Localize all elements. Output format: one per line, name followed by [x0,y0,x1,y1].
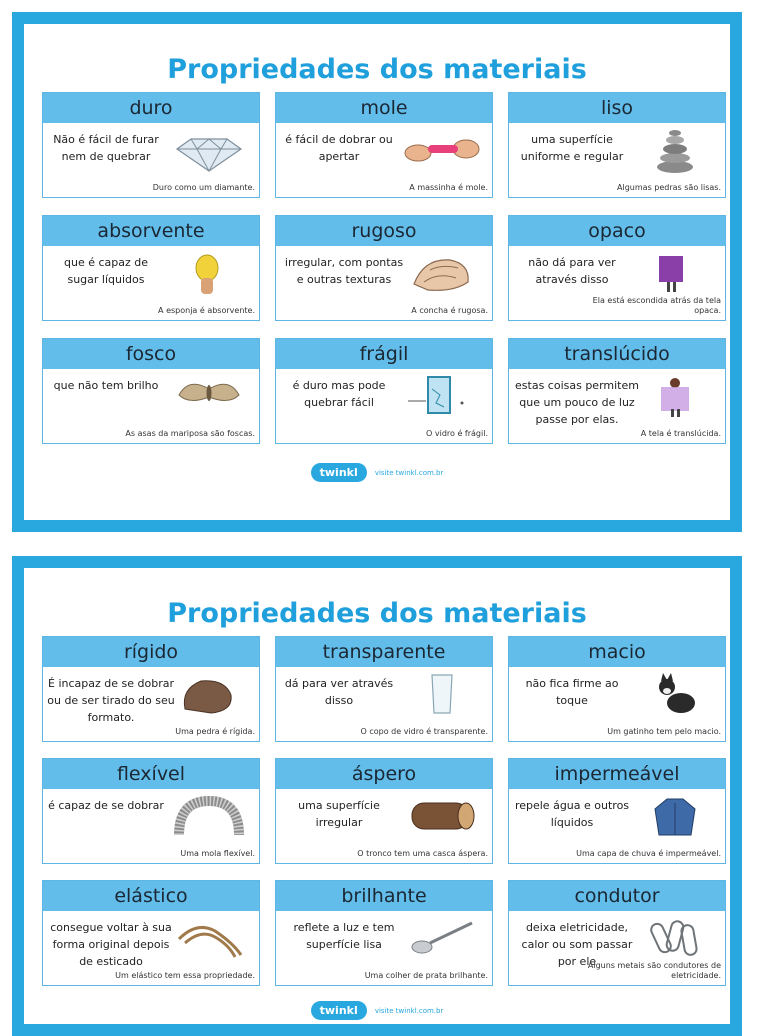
card-caption: A esponja é absorvente. [158,306,255,315]
card-fosco [42,338,260,444]
card-caption: Algumas pedras são lisas. [617,183,721,192]
card-definition: que não tem brilho [53,379,159,392]
card-definition: não dá para ver através disso [528,256,616,286]
card-title: frágil [276,339,492,369]
sponge-icon [171,252,247,296]
card-caption: Duro como um diamante. [152,183,255,192]
poster-page-1-inner [24,24,730,520]
card-title: transparente [276,637,492,667]
card-definition: repele água e outros líquidos [514,799,630,829]
raincoat-icon [637,795,713,839]
card-title: rugoso [276,216,492,246]
card-opaco [508,215,726,321]
card-title: liso [509,93,725,123]
card-absorvente [42,215,260,321]
card-title: fosco [43,339,259,369]
stacked-stones-icon [637,129,713,173]
poster-page-2-inner [24,568,730,1024]
card-caption: Alguns metais são condutores de eletricidade. [587,961,721,980]
card-title: opaco [509,216,725,246]
card-title: impermeável [509,759,725,789]
card-translucido [508,338,726,444]
card-definition: é fácil de dobrar ou apertar [285,133,393,163]
card-caption: O tronco tem uma casca áspera. [357,849,488,858]
visit-link[interactable]: visite twinkl.com.br [374,468,444,477]
card-elastico [42,880,260,986]
card-definition: uma superfície irregular [298,799,380,829]
card-caption: O copo de vidro é transparente. [360,727,488,736]
rock-icon [171,673,247,717]
card-title: elástico [43,881,259,911]
card-title: translúcido [509,339,725,369]
paperclips-icon [637,917,713,961]
moth-icon [171,375,247,419]
card-caption: A concha é rugosa. [411,306,488,315]
card-caption: Uma mola flexível. [180,849,255,858]
opaque-screen-icon [637,252,713,296]
card-title: macio [509,637,725,667]
poster-page-1 [12,12,742,532]
card-duro [42,92,260,198]
card-caption: Um gatinho tem pelo macio. [607,727,721,736]
card-definition: não fica firme ao toque [525,677,619,707]
card-rigido [42,636,260,742]
card-fragil [275,338,493,444]
card-definition: deixa eletricidade, calor ou som passar por ele [521,921,633,968]
card-caption: As asas da mariposa são foscas. [125,429,255,438]
translucent-screen-icon [637,375,713,419]
card-title: flexível [43,759,259,789]
card-title: brilhante [276,881,492,911]
card-title: absorvente [43,216,259,246]
diamond-icon [171,129,247,173]
card-definition: consegue voltar à sua forma original depois de esticado [50,921,172,968]
card-definition: é duro mas pode quebrar fácil [292,379,386,409]
card-definition: É incapaz de se dobrar ou de ser tirado do seu formato. [47,677,175,724]
rubber-band-icon [171,917,247,961]
log-icon [404,795,480,839]
card-definition: dá para ver através disso [284,677,394,707]
card-liso [508,92,726,198]
card-title: condutor [509,881,725,911]
broken-window-icon [404,375,480,419]
card-caption: Um elástico tem essa propriedade. [115,971,255,980]
card-caption: O vidro é frágil. [426,429,488,438]
slinky-icon [171,795,247,839]
playdough-hands-icon [404,129,480,173]
spoon-icon [404,917,480,961]
page-title: Propriedades dos materiais [167,598,587,629]
card-aspero [275,758,493,864]
card-definition: uma superfície uniforme e regular [520,133,624,163]
card-brilhante [275,880,493,986]
card-title: áspero [276,759,492,789]
card-definition: é capaz de se dobrar [48,799,164,812]
card-definition: reflete a luz e tem superfície lisa [293,921,395,951]
card-title: duro [43,93,259,123]
page-title: Propriedades dos materiais [167,54,587,85]
card-definition: irregular, com pontas e outras texturas [284,256,404,286]
card-flexivel [42,758,260,864]
card-caption: Ela está escondida atrás da tela opaca. [592,296,721,315]
footer [24,1000,730,1020]
card-definition: Não é fácil de furar nem de quebrar [53,133,159,163]
card-rugoso [275,215,493,321]
footer [24,462,730,482]
poster-page-2 [12,556,742,1036]
visit-link[interactable]: visite twinkl.com.br [374,1006,444,1015]
card-title: mole [276,93,492,123]
card-macio [508,636,726,742]
card-impermeavel [508,758,726,864]
card-caption: Uma capa de chuva é impermeável. [576,849,721,858]
twinkl-logo[interactable]: twinkl [311,463,367,482]
card-transparente [275,636,493,742]
card-title: rígido [43,637,259,667]
kitten-icon [637,673,713,717]
twinkl-logo[interactable]: twinkl [311,1001,367,1020]
shell-icon [404,252,480,296]
card-caption: Uma pedra é rígida. [175,727,255,736]
card-caption: A tela é translúcida. [640,429,721,438]
card-condutor [508,880,726,986]
card-mole [275,92,493,198]
card-definition: estas coisas permitem que um pouco de luz passe por elas. [515,379,639,426]
glass-icon [404,673,480,717]
card-definition: que é capaz de sugar líquidos [63,256,148,286]
card-caption: A massinha é mole. [409,183,488,192]
card-caption: Uma colher de prata brilhante. [364,971,488,980]
